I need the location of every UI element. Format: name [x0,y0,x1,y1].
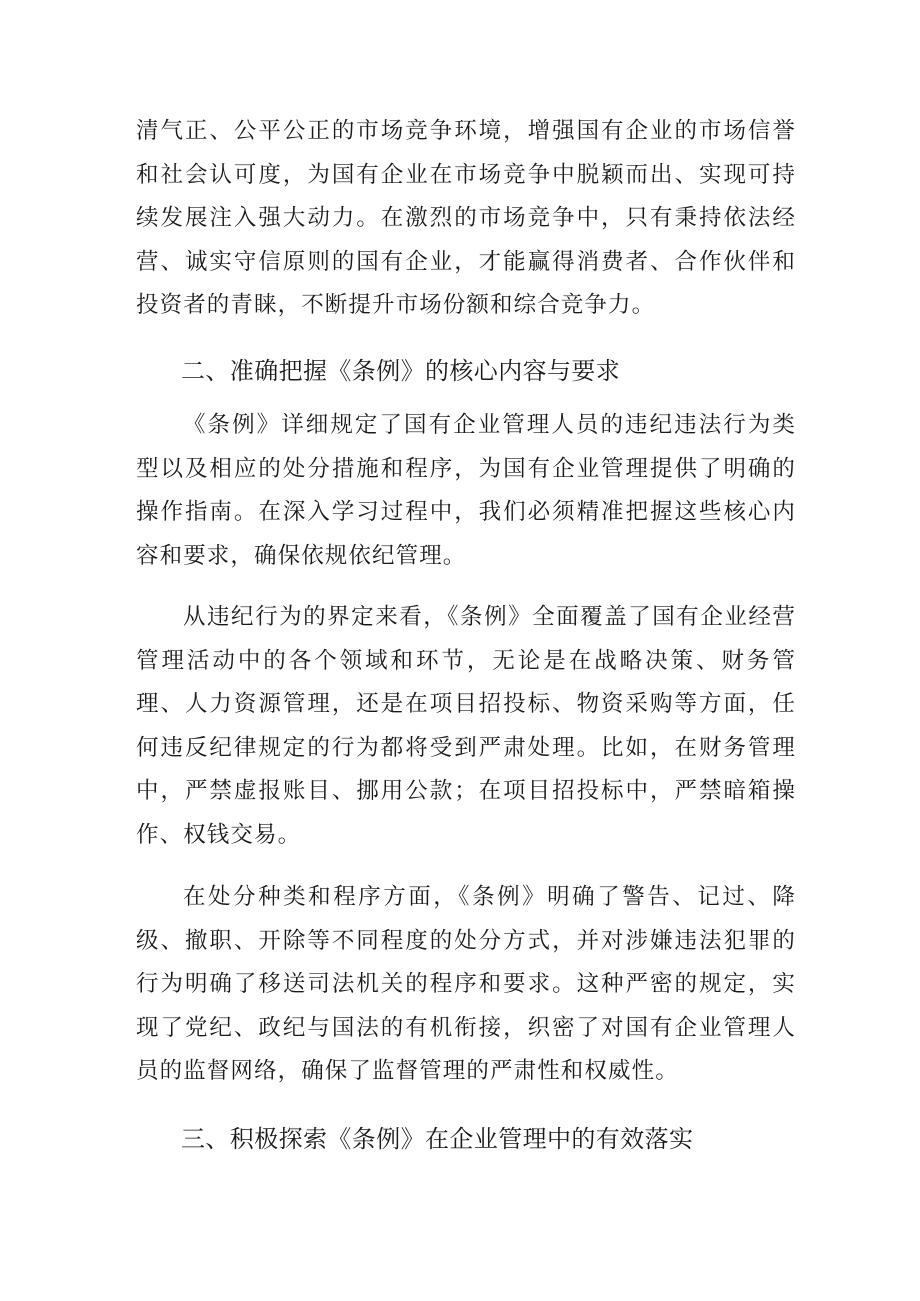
body-paragraph-continuation: 清气正、公平公正的市场竞争环境，增强国有企业的市场信誉和社会认可度，为国有企业在市场竞争中脱颖而出、实现可持续发展注入强大动力。在激烈的市场竞争中，只有秉持依法经营、诚实守信原则的国有企业，才能赢得消费者、合作伙伴和投资者的青睐，不断提升市场份额和综合竞争力。 [136,118,796,318]
section-heading-3: 三、积极探索《条例》在企业管理中的有效落实 [181,1125,694,1153]
body-paragraph: 在处分种类和程序方面，《条例》明确了警告、记过、降级、撤职、开除等不同程度的处分方式，并对涉嫌违法犯罪的行为明确了移送司法机关的程序和要求。这种严密的规定，实现了党纪、政纪与国法的有机衔接，织密了对国有企业管理人员的监督网络，确保了监督管理的严肃性和权威性。 [136,884,796,1084]
body-paragraph: 从违纪行为的界定来看，《条例》全面覆盖了国有企业经营管理活动中的各个领域和环节，无论是在战略决策、财务管理、人力资源管理，还是在项目招投标、物资采购等方面，任何违反纪律规定的行为都将受到严肃处理。比如，在财务管理中，严禁虚报账目、挪用公款；在项目招投标中，严禁暗箱操作、权钱交易。 [136,604,796,848]
body-paragraph: 《条例》详细规定了国有企业管理人员的违纪违法行为类型以及相应的处分措施和程序，为国有企业管理提供了明确的操作指南。在深入学习过程中，我们必须精准把握这些核心内容和要求，确保依规依纪管理。 [136,412,796,569]
section-heading-2: 二、准确把握《条例》的核心内容与要求 [181,357,621,385]
